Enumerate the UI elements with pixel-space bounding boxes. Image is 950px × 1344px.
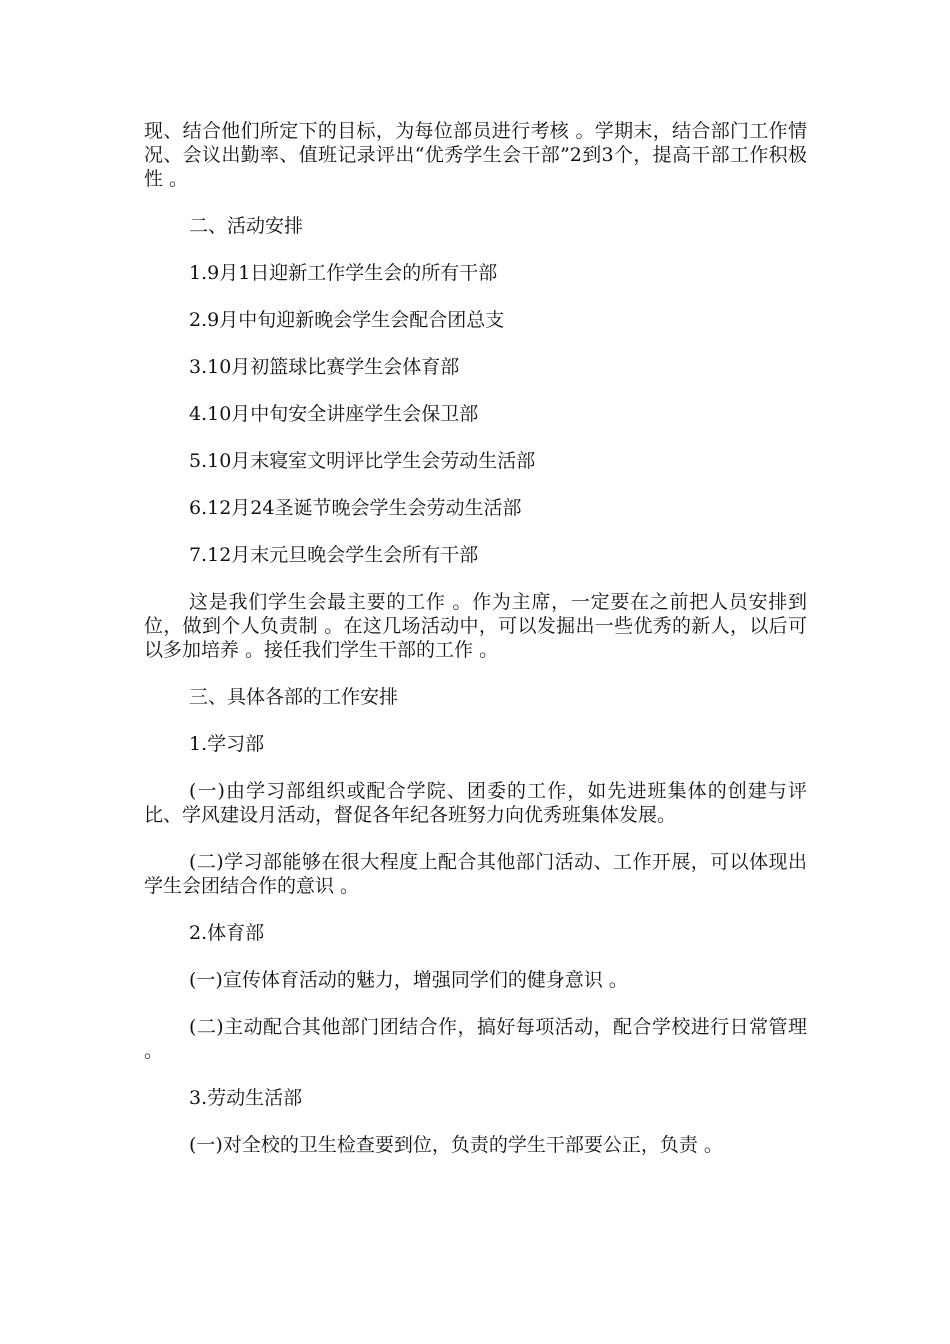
section-heading-departments: 三、具体各部的工作安排 bbox=[189, 686, 399, 708]
section-heading-activities: 二、活动安排 bbox=[189, 215, 304, 237]
sports-point-2: (二)主动配合其他部门团结合作，搞好每项活动，配合学校进行日常管理 。 bbox=[144, 1016, 807, 1062]
activity-item-3: 3.10月初篮球比赛学生会体育部 bbox=[189, 356, 460, 378]
activity-item-7: 7.12月末元旦晚会学生会所有干部 bbox=[189, 544, 479, 566]
activity-item-4: 4.10月中旬安全讲座学生会保卫部 bbox=[189, 403, 479, 425]
sports-point-1: (一)宣传体育活动的魅力，增强同学们的健身意识 。 bbox=[189, 969, 628, 991]
activity-item-5: 5.10月末寝室文明评比学生会劳动生活部 bbox=[189, 450, 536, 472]
department-heading-sports: 2.体育部 bbox=[189, 922, 265, 944]
document-body bbox=[144, 119, 807, 1180]
activity-item-6: 6.12月24圣诞节晚会学生会劳动生活部 bbox=[189, 497, 522, 519]
department-heading-labor: 3.劳动生活部 bbox=[189, 1087, 303, 1109]
activity-item-1: 1.9月1日迎新工作学生会的所有干部 bbox=[189, 262, 498, 284]
activity-item-2: 2.9月中旬迎新晚会学生会配合团总支 bbox=[189, 309, 505, 331]
labor-point-1: (一)对全校的卫生检查要到位，负责的学生干部要公正，负责 。 bbox=[189, 1134, 723, 1156]
paragraph-summary: 这是我们学生会最主要的工作 。作为主席，一定要在之前把人员安排到位，做到个人负责制 。在这几场活动中，可以发掘出一些优秀的新人，以后可以多加培养 。接任我们学生干部的工作 。 bbox=[144, 591, 807, 661]
paragraph-continuation: 现、结合他们所定下的目标，为每位部员进行考核 。学期末，结合部门工作情况、会议出勤率、值班记录评出“优秀学生会干部”2到3个，提高干部工作积极性 。 bbox=[144, 120, 807, 190]
study-point-1: (一)由学习部组织或配合学院、团委的工作，如先进班集体的创建与评比、学风建设月活动，督促各年纪各班努力向优秀班集体发展。 bbox=[144, 780, 807, 826]
study-point-2: (二)学习部能够在很大程度上配合其他部门活动、工作开展，可以体现出学生会团结合作的意识 。 bbox=[144, 851, 807, 897]
department-heading-study: 1.学习部 bbox=[189, 733, 265, 755]
